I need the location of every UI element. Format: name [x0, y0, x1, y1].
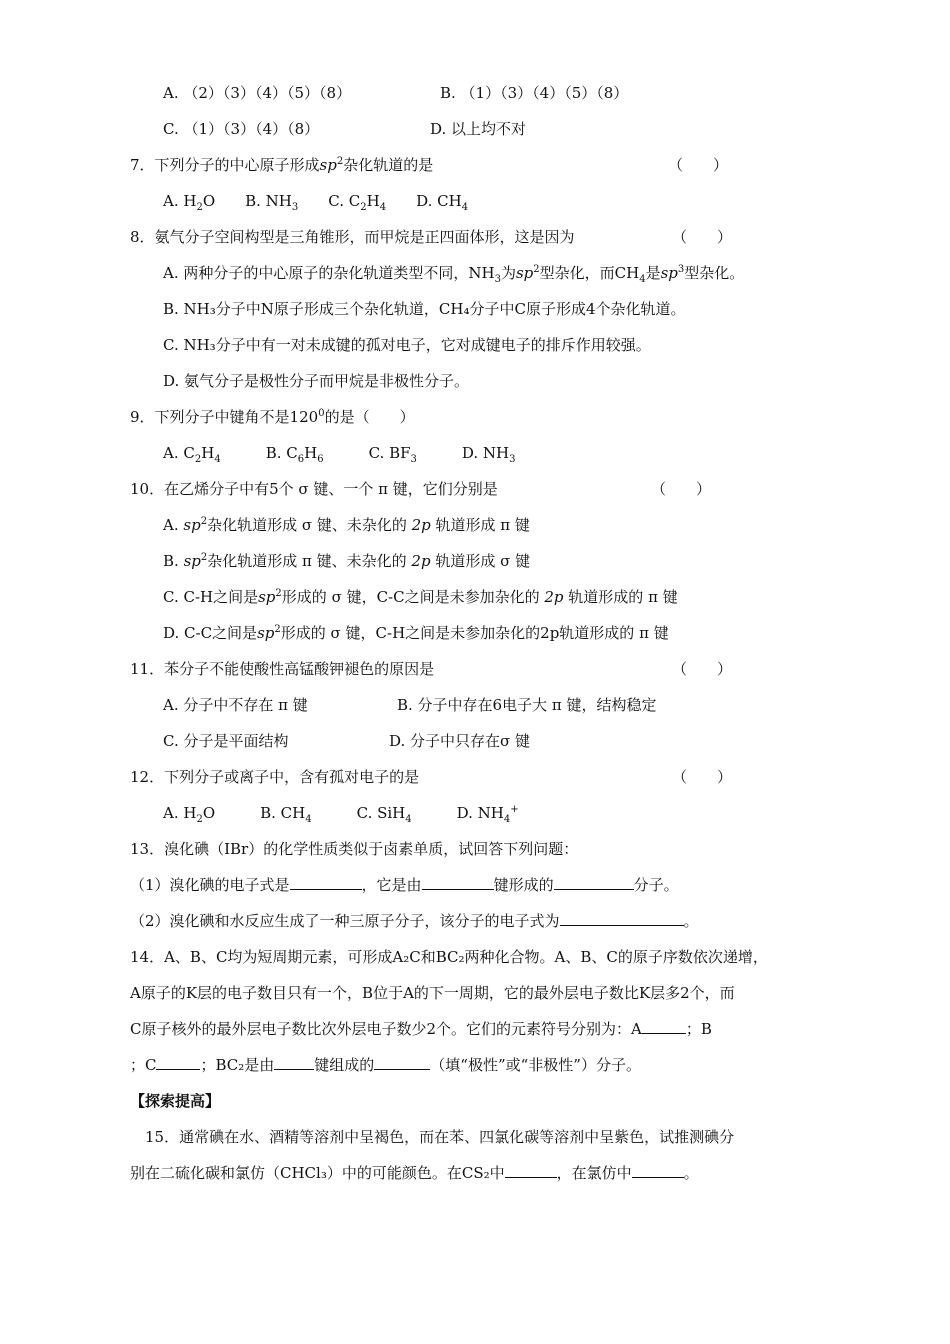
q10-option-d: D. C-C之间是$sp^2$形成的 σ 键，C-H之间是未参加杂化的2p轨道形成的 π 键	[163, 624, 669, 642]
q15-line1: 15．通常碘在水、酒精等溶剂中呈褐色，而在苯、四氯化碳等溶剂中呈紫色，试推测碘分	[145, 1128, 735, 1146]
q10-option-c: C. C-H之间是$sp^2$形成的 σ 键，C-C之间是未参加杂化的 2p 轨道形成的 π 键	[163, 588, 678, 606]
q6-option-d: D. 以上均不对	[430, 120, 527, 138]
q7-answer-paren: （ ）	[668, 156, 729, 174]
q11-option-d: D. 分子中只存在σ 键	[389, 732, 531, 750]
q8-option-d: D. 氨气分子是极性分子而甲烷是非极性分子。	[163, 372, 470, 390]
q11-stem: 11．苯分子不能使酸性高锰酸钾褪色的原因是	[130, 660, 435, 678]
q11-option-a: A. 分子中不存在 π 键	[163, 696, 308, 714]
q13-part1: （1）溴化碘的电子式是 ，它是由 键形成的 分子。	[130, 876, 679, 894]
q8-stem: 8．氨气分子空间构型是三角锥形，而甲烷是正四面体形，这是因为	[130, 228, 575, 246]
q14-line3: C原子核外的最外层电子数比次外层电子数少2个。它们的元素符号分别为：A ；B	[130, 1020, 712, 1038]
q9-options: A. $C_2H_4$ B. $C_6H_6$ C. $BF_3$ D. $NH_3$	[163, 444, 516, 465]
q11-option-b: B. 分子中存在6电子大 π 键，结构稳定	[397, 696, 657, 714]
q8-option-c: C. NH₃分子中有一对未成键的孤对电子，它对成键电子的排斥作用较强。	[163, 336, 651, 354]
q12-stem: 12．下列分子或离子中，含有孤对电子的是	[130, 768, 420, 786]
q8-option-b: B. NH₃分子中N原子形成三个杂化轨道，CH₄分子中C原子形成4个杂化轨道。	[163, 300, 686, 318]
q9-stem: 9．下列分子中键角不是$120^0$的是（ ）	[130, 408, 415, 426]
q12-options: A. $H_2O$ B. $CH_4$ C. SiH$_4$ D. $NH_4^+$	[163, 804, 519, 825]
section-heading: 【探索提高】	[130, 1092, 221, 1110]
q14-line2: A原子的K层的电子数目只有一个，B位于A的下一周期，它的最外层电子数比K层多2个，而	[130, 984, 735, 1002]
q11-answer-paren: （ ）	[672, 660, 733, 678]
q15-line2: 别在二硫化碳和氯仿（CHCl₃）中的可能颜色。在CS₂中 ，在氯仿中 。	[130, 1164, 699, 1182]
q13-part2: （2）溴化碘和水反应生成了一种三原子分子，该分子的电子式为 。	[130, 912, 699, 930]
q8-answer-paren: （ ）	[672, 228, 733, 246]
q6-option-b: B. （1）（3）（4）（5）（8）	[440, 84, 629, 102]
q14-line1: 14．A、B、C均为短周期元素，可形成A₂C和BC₂两种化合物。A、B、C的原子序数依次递增，	[130, 948, 768, 966]
q7-stem: 7．下列分子的中心原子形成$sp^2$杂化轨道的是	[130, 156, 434, 174]
q10-stem: 10．在乙烯分子中有5个 σ 键、一个 π 键，它们分别是	[130, 480, 498, 498]
q10-option-a: A. $sp^2$杂化轨道形成 σ 键、未杂化的 2p 轨道形成 π 键	[163, 516, 530, 534]
q6-option-c: C. （1）（3）（4）（8）	[163, 120, 320, 138]
q10-answer-paren: （ ）	[651, 480, 712, 498]
q7-options: A. $H_2O$ B. $NH_3$ C. $C_2H_4$ D. $CH_4$	[163, 192, 469, 213]
q12-answer-paren: （ ）	[672, 768, 733, 786]
q10-option-b: B. $sp^2$杂化轨道形成 π 键、未杂化的 2p 轨道形成 σ 键	[163, 552, 531, 570]
q11-option-c: C. 分子是平面结构	[163, 732, 289, 750]
q8-option-a: A. 两种分子的中心原子的杂化轨道类型不同，$NH_3$为$sp^2$型杂化，而$CH_4$是$sp^3$型杂化。	[163, 264, 745, 285]
q13-stem: 13．溴化碘（IBr）的化学性质类似于卤素单质，试回答下列问题：	[130, 840, 579, 858]
q14-line4: ；C ；BC₂是由 键组成的 （填“极性”或“非极性”）分子。	[130, 1056, 641, 1074]
q6-option-a: A. （2）（3）（4）（5）（8）	[163, 84, 352, 102]
